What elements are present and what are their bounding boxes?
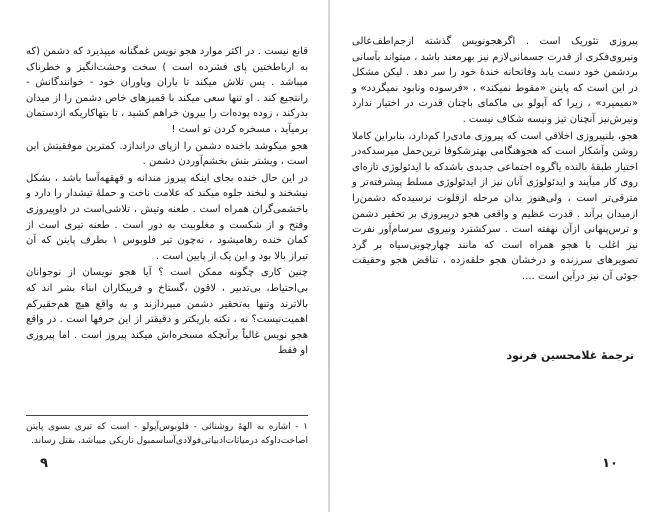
left-page [0,0,328,512]
left-page-number: ۹ [40,456,48,471]
left-page-body [26,44,308,359]
right-paragraph-1: پیروزی تئوریک است . اگرهجونویس گذشته ازجم‌اطف‌عالی ونیروی‌فکری از قدرت جسمانی‌لازم نیز بهرمعند باشد ، میتواند بآسانی بردشمن خود دست یابد وفاتحانه خندۀ خود را سر دهد . لیکن مشکل در این است که پاینن «مقوط نمیکند» ، «فرسوده ونابود نمیگردد» و «نمیمیرد» ، زیرا که آپولو بی ماکمای باچنان قدرت در اختیار ندارد ونیرش‌نیز آنچنان تیز ونیسه شکاف نیست . [352,36,638,125]
right-page-number: ۱۰ [602,456,618,471]
right-page [330,0,658,512]
left-paragraph-2: هجو میکوشد باخنده دشمن را ازپای دراندازد. کمترین موفقیتش این است ، ویشتر بتش بخشم‌آوردن دشمن . [26,140,308,168]
footnote-divider [26,415,308,416]
translator-credit: ترجمۀ غلامحسین فرنود [506,349,634,362]
right-page-body [352,34,638,285]
footnote: ۱ - اشاره به الهۀ روشنائی - فلوبوس‌آپولو - است که تیری بسوی پایتن اصاخت‌داوکه درمیاثات‌ادبیاتی‌فولادی‌آسا‌سمبول تاریکی میباشد، بقتل رساند. [26,422,308,446]
right-paragraph-2: هجو، یلنپیروزی اخلاقی است که پیروزی مادی‌را کم‌دارد، بنابراین کاملا روشن وآشکار است که هجوهنگامی بهترشکوفا ترین‌حمل میرسدکه‌در اختیار طبقهٔ بالنده یاگروه اجتماعی جدیدی باشدکه با ایدئولوژی تازه‌ای روی کار میآیند و ایدئولوژی آنان نیز از ایدئولوژی مسلط پیشرفته‌تر و مترقی‌تر است ، ولی‌هنوز بدان مرحله ازقلوت نرسیده‌که دشمن‌را ازمیدان برآند . قدرت عظیم و واقعی هجو درپیروزی بر تحقیر دشمن و ترس‌پنهانی ازآن نهفته است . سرکشترد ونیروی سرسام‌آور نفرت نیز اغلب با هجو همراه است که مانند چهارچوبی‌سیاه بر گرد تصویرهای سرزنده و درخشان هجو حلقه‌زده ، تناقض هجو وحقیقت جوئی آن نیز درآین است .... [352,130,638,282]
left-paragraph-1: قانع نیست . در اکثر موارد هجو نویس غمگنانه میپذیرد که دشمن (که به ارباطختین پای فشرده است ) سخت وحشت‌انگیز و خطرناک میباشد . پس تلاش میکند تا یاران ویاوران خود - خوانندگانش - رانتجیع کند . او تنها سعی میکند با قمیزهای خاص دشمن را از میدان بدرکند ، زوده پوده‌ات را بیرون خراهم کشید ، تا بتهاکاریکه ازدستمان برمیآید ، مسخره کردن تو است ! [26,46,308,135]
left-paragraph-4: چنین کاری چگونه ممکن است ؟ آیا هجو نویسان از نوجوانان بی‌احتیاط، بی‌تدبیر ، لاقون ،گستاخ و فریبکاران ابناء بشر اند که بالاترند وتنها به‌تحقیر دشمن میپردازند و به واقع هیچ هم‌حقیرکم اهمیت‌نیست؟ نه ، نکته باریکتر و دقیقتر از این حرفها است . در واقع هجو نویس غالباً برآنچکه مسخره‌اش میکند پیروز است . اما پیروزی او فقط [26,267,308,357]
left-paragraph-3: در این حال خنده بجای اینکه پیروز مندانه و قهقهه‌آسا باشد ، بشکل نیشخند و لبخند جلوه میکند که علامت ناخت و حملۀ تیشدار را دارد و باخشمی‌گران همراه است . طعنه وتیش ، تلاشی‌است در داوپیروزی وفتح و از شکست و مغلوبیت به دور است . طعنه تیری است از کمان خنده رهامیشود ، نه‌چون تیر فلوبوس ۱ بطرف پاینن که آن تیراز بالا بود و این یک از پایین است . [26,172,308,262]
